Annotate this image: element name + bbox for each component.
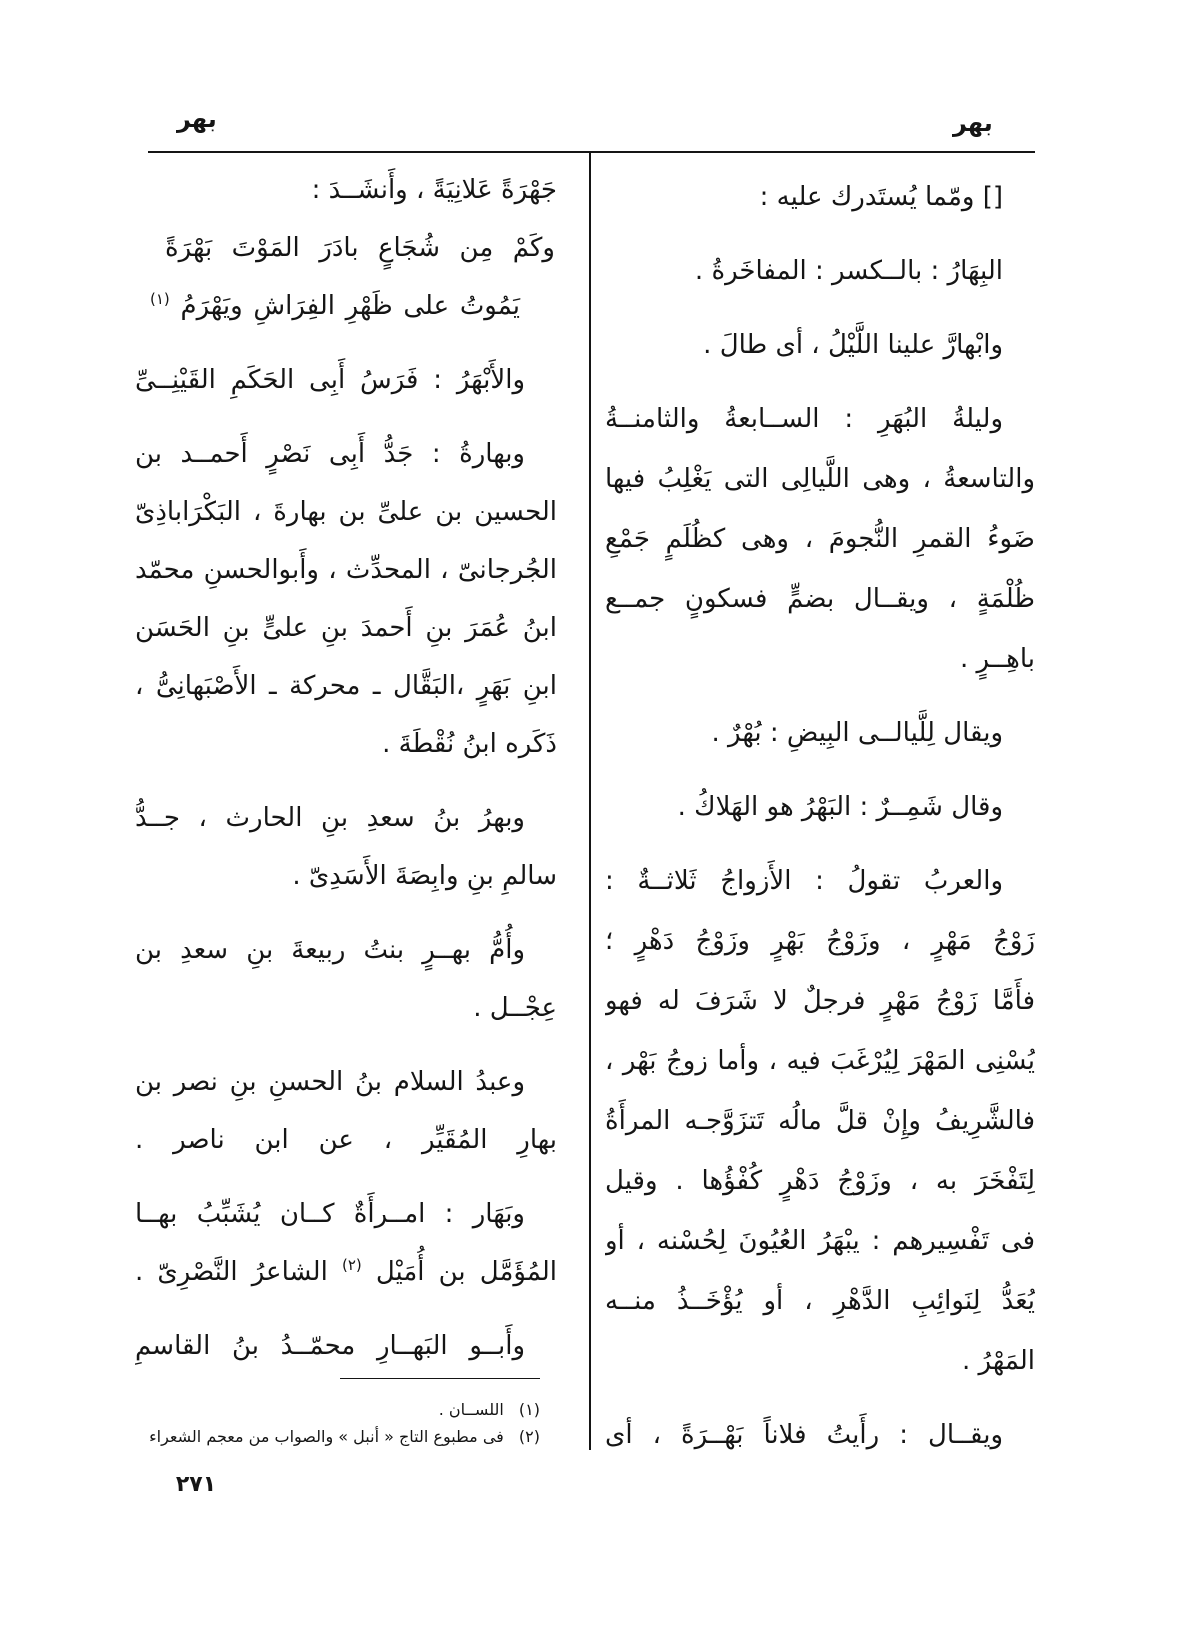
paragraph <box>135 425 557 773</box>
text-line: لِتَفْخَرَ به ، وزَوْجُ دَهْرٍ كُفْؤُها . وقيل <box>605 1166 1035 1196</box>
text-line: يُسْنِى المَهْرَ لِيُرْغَبَ فيه ، وأما زوجُ بَهْر ، <box>605 1046 1035 1076</box>
text-line: زَوْجُ مَهْرٍ ، وزَوْجُ بَهْرٍ وزَوْجُ دَهْرٍ ؛ <box>605 926 1035 956</box>
text-line: فى تَفْسِيرهم : يبْهَرُ العُيُونَ لِحُسْنه ، أو <box>605 1226 1035 1256</box>
footnote-text: اللســان . <box>438 1400 504 1419</box>
paragraph <box>605 315 1035 375</box>
text-line: الحسين بن علىِّ بن بهارةَ ، البَكْرَاباذِىّ <box>135 497 557 527</box>
paragraph <box>135 789 557 905</box>
verse-text: يَمُوتُ على ظَهْرِ الفِرَاشِ ويَهْرَمُ <box>180 291 521 321</box>
text-line: ويقــال : رأَيتُ فلاناً بَهْــرَةً ، أى <box>605 1420 1003 1450</box>
text-line: سالمِ بنِ وابِصَةَ الأَسَدِىّ . <box>292 861 557 891</box>
paragraph <box>605 241 1035 301</box>
text-line: فالشَّرِيفُ وإِنْ قلَّ مالُه تَتزَوَّجـه المرأَةُ <box>605 1106 1035 1136</box>
text-line: وليلةُ البُهَرِ : الســابعةُ والثامنــةُ <box>605 404 1003 434</box>
paragraph <box>605 167 1035 227</box>
verse-line <box>135 277 557 335</box>
paragraph <box>605 777 1035 837</box>
text-line: البِهَارُ : بالــكسر : المفاخَرةُ . <box>694 256 1003 286</box>
footnote-reference: (١) <box>150 290 170 308</box>
text-segment: الشاعرُ النَّصْرِىّ . <box>135 1257 328 1287</box>
text-line: وعبدُ السلام بنُ الحسنِ بنِ نصر بن <box>135 1067 525 1097</box>
text-line: وأَبــو البَهــارِ محمّــدُ بنُ القاسمِ <box>135 1331 525 1361</box>
paragraph <box>135 161 557 335</box>
paragraph <box>135 921 557 1037</box>
text-segment: المُؤَمَّل بن أُمَيْل <box>375 1257 557 1287</box>
paragraph <box>135 1317 557 1375</box>
text-line: وأُمُّ بهــرٍ بنتُ ربيعةَ بنِ سعدِ بن <box>135 935 525 965</box>
text-line <box>135 1243 557 1301</box>
text-line: ابنِ بَهَرٍ ،البَقَّال ـ محركة ـ الأَصْبَهانِىُّ ، <box>135 671 557 701</box>
footnote-reference: (٢) <box>341 1256 362 1274</box>
text-line: وبهارةُ : جَدُّ أَبِى نَصْرٍ أَحمــد بن <box>135 439 525 469</box>
paragraph <box>605 389 1035 689</box>
text-line: عِجْــل . <box>473 993 557 1023</box>
footnotes <box>140 1396 540 1450</box>
footnote-marker: (١) <box>518 1400 540 1419</box>
text-line: وقال شَمِــرٌ : البَهْرُ هو الهَلاكُ . <box>677 792 1003 822</box>
text-line: ابنُ عُمَرَ بنِ أَحمدَ بنِ علىٍّ بنِ الحَسَن <box>135 613 557 643</box>
text-line: المَهْرُ . <box>961 1346 1035 1376</box>
running-head-right: بهر <box>953 109 993 137</box>
text-line: ويقال لِلَّيالــى البِيضِ : بُهْرٌ . <box>711 718 1003 748</box>
text-line: الجُرجانىّ ، المحدِّث ، وأَبوالحسنِ محمّد <box>135 555 557 585</box>
footnote <box>140 1396 540 1423</box>
text-line: وابْهارَّ علينا اللَّيْلُ ، أى طالَ . <box>703 330 1003 360</box>
paragraph <box>605 851 1035 1391</box>
paragraph <box>605 1405 1035 1465</box>
text-line: بهارِ المُقَيِّر ، عن ابن ناصر . <box>135 1125 557 1155</box>
left-column <box>135 161 557 1391</box>
right-column <box>605 167 1035 1479</box>
text-line: ذَكَره ابنُ نُقْطَةَ . <box>382 729 557 759</box>
section-heading-line: [] ومّما يُستَدرك عليه : <box>759 182 1003 212</box>
text-line: وبهرُ بنُ سعدِ بنِ الحارث ، جــدُّ <box>135 803 525 833</box>
verse-line: وكَمْ مِن شُجَاعٍ بادَرَ المَوْتَ بَهْرَةً <box>165 233 555 263</box>
paragraph <box>135 1185 557 1301</box>
footnote <box>140 1423 540 1450</box>
paragraph <box>135 1053 557 1169</box>
text-line: جَهْرَةً عَلانِيَةً ، وأَنشَــدَ : <box>311 175 557 205</box>
text-line: فأَمَّا زَوْجُ مَهْرٍ فرجلٌ لا شَرَفَ له فهو <box>605 986 1035 1016</box>
text-line: ضَوءُ القمرِ النُّجومَ ، وهى كظُلَمٍ جَمْعِ <box>605 524 1035 554</box>
paragraph <box>605 703 1035 763</box>
page-number: ٢٧١ <box>175 1472 217 1497</box>
footnote-text: فى مطبوع التاج « أنبل » والصواب من معجم الشعراء <box>149 1427 504 1446</box>
text-line: يُعَدُّ لِنَوائِبِ الدَّهْرِ ، أو يُؤْخَــذُ منــه <box>605 1286 1035 1316</box>
text-line: والتاسعةُ ، وهى اللَّيالِى التى يَغْلِبُ فيها <box>605 464 1035 494</box>
text-line: باهِــرٍ . <box>960 644 1035 674</box>
text-line: ظُلْمَةٍ ، ويقــال بضمٍّ فسكونٍ جمــع <box>605 584 1035 614</box>
footnote-marker: (٢) <box>518 1427 540 1446</box>
paragraph <box>135 351 557 409</box>
running-head-left: بهر <box>177 105 217 133</box>
header-rule <box>148 151 1035 153</box>
text-line: والعربُ تقولُ : الأَزواجُ ثَلاثــةٌ : <box>605 866 1003 896</box>
text-line: وبَهَار : امــرأَةٌ كــان يُشَبِّبُ بهــا <box>135 1199 525 1229</box>
column-divider <box>589 153 591 1450</box>
text-line: والأَبْهَرُ : فَرَسُ أَبِى الحَكَمِ القَيْنِــىِّ <box>135 365 525 395</box>
